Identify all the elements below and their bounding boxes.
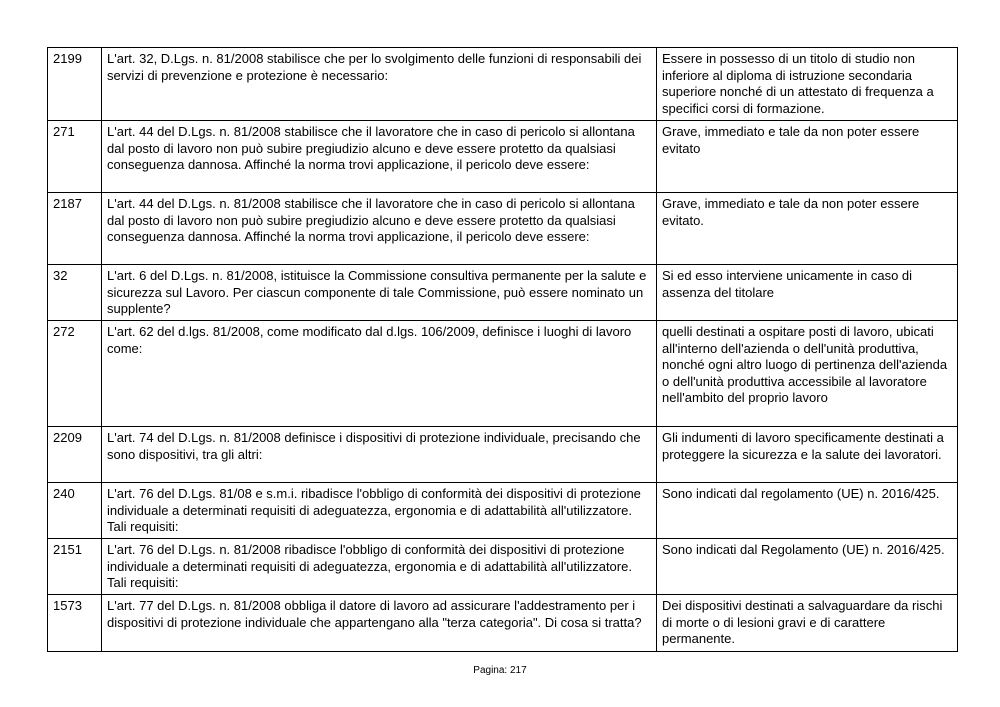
question-id-cell: 271 (48, 121, 102, 193)
question-text-cell: L'art. 74 del D.Lgs. n. 81/2008 definisce i dispositivi di protezione individuale, precisando che sono dispositivi, tra gli altri: (102, 427, 657, 483)
answer-text-cell: Si ed esso interviene unicamente in caso di assenza del titolare (657, 265, 958, 321)
question-id-cell: 272 (48, 321, 102, 427)
question-id-cell: 2187 (48, 193, 102, 265)
table-row (48, 427, 958, 483)
question-id-cell: 2151 (48, 539, 102, 595)
questions-table-body (48, 48, 958, 652)
table-row (48, 321, 958, 427)
question-text-cell: L'art. 77 del D.Lgs. n. 81/2008 obbliga il datore di lavoro ad assicurare l'addestramento per i dispositivi di protezione individuale che appartengano alla "terza categoria". Di cosa si tratta? (102, 595, 657, 652)
table-row (48, 48, 958, 121)
answer-text-cell: quelli destinati a ospitare posti di lavoro, ubicati all'interno dell'azienda o dell'unità produttiva, nonché ogni altro luogo di pertinenza dell'azienda o dell'unità produttiva accessibile al lavoratore nell'ambito del proprio lavoro (657, 321, 958, 427)
question-text-cell: L'art. 44 del D.Lgs. n. 81/2008 stabilisce che il lavoratore che in caso di pericolo si allontana dal posto di lavoro non può subire pregiudizio alcuno e deve essere protetto da qualsiasi conseguenza dannosa. Affinché la norma trovi applicazione, il pericolo deve essere: (102, 121, 657, 193)
table-row (48, 483, 958, 539)
answer-text-cell: Sono indicati dal regolamento (UE) n. 2016/425. (657, 483, 958, 539)
question-id-cell: 2209 (48, 427, 102, 483)
table-row (48, 539, 958, 595)
question-text-cell: L'art. 32, D.Lgs. n. 81/2008 stabilisce che per lo svolgimento delle funzioni di responsabili dei servizi di prevenzione e protezione è necessario: (102, 48, 657, 121)
question-id-cell: 32 (48, 265, 102, 321)
question-id-cell: 240 (48, 483, 102, 539)
question-text-cell: L'art. 62 del d.lgs. 81/2008, come modificato dal d.lgs. 106/2009, definisce i luoghi di lavoro come: (102, 321, 657, 427)
question-text-cell: L'art. 6 del D.Lgs. n. 81/2008, istituisce la Commissione consultiva permanente per la salute e sicurezza sul Lavoro. Per ciascun componente di tale Commissione, può essere nominato un supplente? (102, 265, 657, 321)
question-text-cell: L'art. 76 del D.Lgs. n. 81/2008 ribadisce l'obbligo di conformità dei dispositivi di protezione individuale a determinati requisiti di adeguatezza, ergonomia e di adattabilità all'utilizzatore. Tali requisiti: (102, 539, 657, 595)
table-row (48, 595, 958, 652)
question-text-cell: L'art. 44 del D.Lgs. n. 81/2008 stabilisce che il lavoratore che in caso di pericolo si allontana dal posto di lavoro non può subire pregiudizio alcuno e deve essere protetto da qualsiasi conseguenza dannosa. Affinché la norma trovi applicazione, il pericolo deve essere: (102, 193, 657, 265)
answer-text-cell: Grave, immediato e tale da non poter essere evitato. (657, 193, 958, 265)
answer-text-cell: Sono indicati dal Regolamento (UE) n. 2016/425. (657, 539, 958, 595)
question-text-cell: L'art. 76 del D.Lgs. 81/08 e s.m.i. ribadisce l'obbligo di conformità dei dispositivi di protezione individuale a determinati requisiti di adeguatezza, ergonomia e di adattabilità all'utilizzatore. Tali requisiti: (102, 483, 657, 539)
question-id-cell: 1573 (48, 595, 102, 652)
page-number: Pagina: 217 (473, 665, 527, 676)
answer-text-cell: Dei dispositivi destinati a salvaguardare da rischi di morte o di lesioni gravi e di carattere permanente. (657, 595, 958, 652)
table-row (48, 193, 958, 265)
table-row (48, 121, 958, 193)
answer-text-cell: Essere in possesso di un titolo di studio non inferiore al diploma di istruzione secondaria superiore nonché di un attestato di frequenza a specifici corsi di formazione. (657, 48, 958, 121)
table-row (48, 265, 958, 321)
questions-table (47, 47, 958, 652)
answer-text-cell: Gli indumenti di lavoro specificamente destinati a proteggere la sicurezza e la salute dei lavoratori. (657, 427, 958, 483)
answer-text-cell: Grave, immediato e tale da non poter essere evitato (657, 121, 958, 193)
question-id-cell: 2199 (48, 48, 102, 121)
